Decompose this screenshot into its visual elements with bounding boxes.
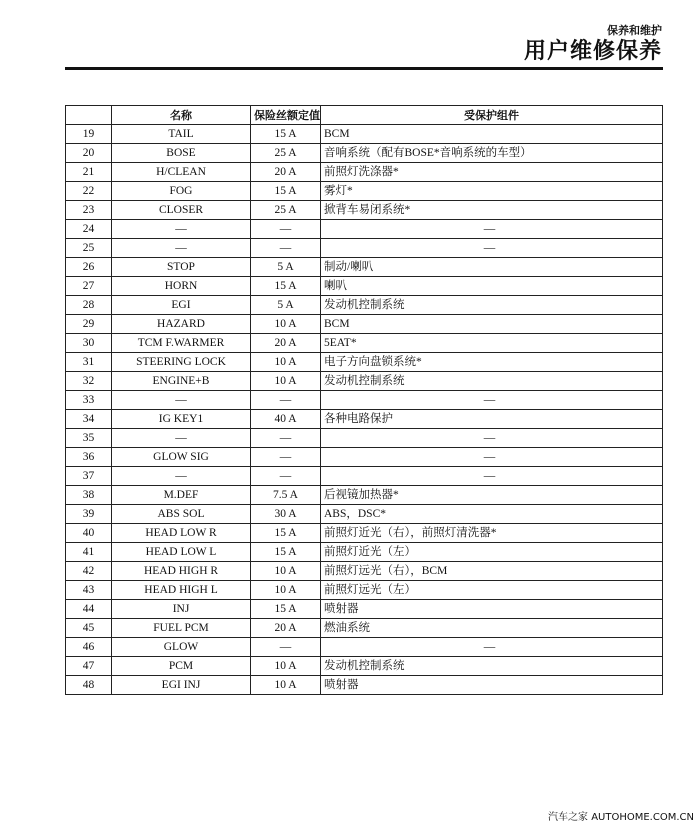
fuse-table [65,105,663,695]
table-row [66,239,663,258]
table-row [66,277,663,296]
cell-component: 雾灯* [321,182,663,201]
cell-number: 38 [66,486,112,505]
table-row [66,201,663,220]
cell-component: — [321,429,663,448]
cell-rating: 40 A [251,410,321,429]
page-title: 用户维修保养 [523,39,662,64]
cell-number: 24 [66,220,112,239]
cell-fuse-name: ENGINE+B [112,372,251,391]
cell-fuse-name: IG KEY1 [112,410,251,429]
cell-number: 40 [66,524,112,543]
cell-rating: 30 A [251,505,321,524]
watermark: 汽车之家 AUTOHOME.COM.CN [548,812,694,823]
cell-fuse-name: — [112,429,251,448]
table-row [66,638,663,657]
header-cell-number [66,106,112,125]
cell-rating: 10 A [251,353,321,372]
cell-number: 46 [66,638,112,657]
cell-fuse-name: — [112,391,251,410]
cell-rating: 25 A [251,201,321,220]
table-row [66,315,663,334]
cell-rating: — [251,429,321,448]
cell-component: 前照灯近光（左） [321,543,663,562]
header-cell-name: 名称 [112,106,251,125]
cell-number: 27 [66,277,112,296]
cell-component: 发动机控制系统 [321,372,663,391]
cell-number: 25 [66,239,112,258]
cell-component: 前照灯近光（右），前照灯清洗器* [321,524,663,543]
cell-rating: 20 A [251,619,321,638]
cell-number: 22 [66,182,112,201]
cell-fuse-name: CLOSER [112,201,251,220]
cell-component: 掀背车易闭系统* [321,201,663,220]
cell-number: 45 [66,619,112,638]
cell-fuse-name: BOSE [112,144,251,163]
cell-component: 喷射器 [321,676,663,695]
cell-rating: 25 A [251,144,321,163]
cell-rating: 15 A [251,600,321,619]
cell-number: 32 [66,372,112,391]
cell-fuse-name: HORN [112,277,251,296]
cell-number: 37 [66,467,112,486]
cell-number: 44 [66,600,112,619]
cell-component: 制动/喇叭 [321,258,663,277]
cell-fuse-name: TAIL [112,125,251,144]
cell-fuse-name: M.DEF [112,486,251,505]
cell-rating: 5 A [251,258,321,277]
cell-fuse-name: GLOW [112,638,251,657]
cell-rating: — [251,467,321,486]
cell-component: 前照灯洗涤器* [321,163,663,182]
table-row [66,163,663,182]
table-row [66,410,663,429]
cell-rating: 15 A [251,524,321,543]
table-row [66,600,663,619]
table-row [66,258,663,277]
cell-fuse-name: HEAD LOW R [112,524,251,543]
cell-rating: 10 A [251,581,321,600]
cell-fuse-name: — [112,467,251,486]
table-row [66,125,663,144]
cell-rating: — [251,239,321,258]
section-label: 保养和维护 [607,24,662,37]
cell-number: 19 [66,125,112,144]
cell-number: 20 [66,144,112,163]
cell-rating: 10 A [251,372,321,391]
cell-number: 42 [66,562,112,581]
cell-number: 26 [66,258,112,277]
header-cell-rating: 保险丝额定值 [251,106,321,125]
cell-fuse-name: — [112,239,251,258]
cell-fuse-name: STEERING LOCK [112,353,251,372]
cell-component: 发动机控制系统 [321,657,663,676]
cell-number: 39 [66,505,112,524]
cell-component: 音响系统（配有BOSE*音响系统的车型） [321,144,663,163]
table-row [66,486,663,505]
cell-number: 48 [66,676,112,695]
cell-rating: 20 A [251,163,321,182]
cell-number: 41 [66,543,112,562]
header-cell-component: 受保护组件 [321,106,663,125]
cell-number: 43 [66,581,112,600]
cell-component: BCM [321,315,663,334]
cell-component: — [321,239,663,258]
cell-component: — [321,448,663,467]
table-header-row [66,106,663,125]
cell-component: 各种电路保护 [321,410,663,429]
table-row [66,657,663,676]
cell-component: BCM [321,125,663,144]
cell-rating: 5 A [251,296,321,315]
cell-component: — [321,220,663,239]
cell-rating: — [251,638,321,657]
cell-component: 前照灯远光（右），BCM [321,562,663,581]
table-row [66,543,663,562]
cell-rating: 15 A [251,277,321,296]
table-row [66,334,663,353]
cell-fuse-name: GLOW SIG [112,448,251,467]
cell-fuse-name: HEAD HIGH R [112,562,251,581]
cell-number: 21 [66,163,112,182]
table-row [66,391,663,410]
table-body [66,125,663,695]
table-row [66,353,663,372]
cell-fuse-name: HEAD LOW L [112,543,251,562]
cell-component: — [321,638,663,657]
cell-fuse-name: ABS SOL [112,505,251,524]
cell-fuse-name: HEAD HIGH L [112,581,251,600]
cell-component: — [321,391,663,410]
cell-rating: — [251,391,321,410]
cell-component: ABS，DSC* [321,505,663,524]
table-row [66,581,663,600]
cell-number: 28 [66,296,112,315]
cell-rating: 15 A [251,543,321,562]
cell-number: 30 [66,334,112,353]
cell-rating: 7.5 A [251,486,321,505]
cell-rating: 20 A [251,334,321,353]
cell-number: 34 [66,410,112,429]
cell-component: 5EAT* [321,334,663,353]
cell-rating: — [251,220,321,239]
table-row [66,429,663,448]
cell-rating: 10 A [251,657,321,676]
cell-number: 47 [66,657,112,676]
table-row [66,562,663,581]
cell-number: 35 [66,429,112,448]
table-row [66,505,663,524]
cell-fuse-name: STOP [112,258,251,277]
cell-component: 喇叭 [321,277,663,296]
table-row [66,144,663,163]
cell-fuse-name: TCM F.WARMER [112,334,251,353]
cell-component: 发动机控制系统 [321,296,663,315]
cell-fuse-name: FUEL PCM [112,619,251,638]
table-row [66,182,663,201]
cell-fuse-name: EGI [112,296,251,315]
cell-fuse-name: H/CLEAN [112,163,251,182]
table-row [66,467,663,486]
cell-number: 29 [66,315,112,334]
cell-component: 燃油系统 [321,619,663,638]
cell-fuse-name: EGI INJ [112,676,251,695]
cell-fuse-name: — [112,220,251,239]
cell-fuse-name: FOG [112,182,251,201]
cell-fuse-name: INJ [112,600,251,619]
cell-number: 31 [66,353,112,372]
table-row [66,676,663,695]
title-rule [65,67,663,70]
cell-component: 前照灯远光（左） [321,581,663,600]
cell-number: 33 [66,391,112,410]
cell-rating: 15 A [251,125,321,144]
cell-fuse-name: HAZARD [112,315,251,334]
table-row [66,524,663,543]
cell-rating: 10 A [251,315,321,334]
cell-component: — [321,467,663,486]
table-row [66,448,663,467]
table-row [66,372,663,391]
cell-rating: — [251,448,321,467]
table-row [66,220,663,239]
cell-component: 喷射器 [321,600,663,619]
cell-number: 23 [66,201,112,220]
cell-number: 36 [66,448,112,467]
cell-component: 后视镜加热器* [321,486,663,505]
cell-rating: 10 A [251,676,321,695]
table-row [66,296,663,315]
cell-rating: 15 A [251,182,321,201]
cell-rating: 10 A [251,562,321,581]
cell-fuse-name: PCM [112,657,251,676]
table-row [66,619,663,638]
cell-component: 电子方向盘锁系统* [321,353,663,372]
